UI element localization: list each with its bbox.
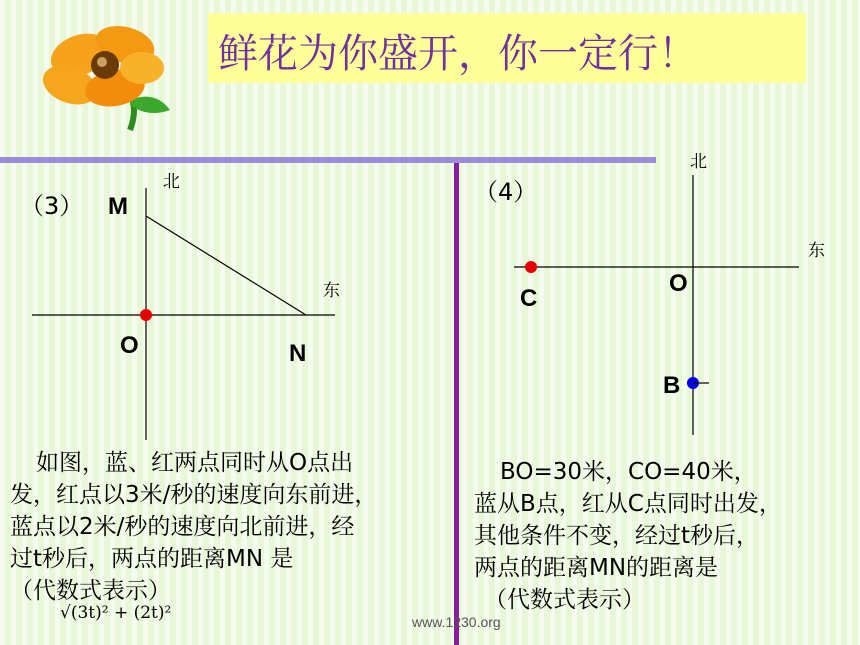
text-line: BO=30米，CO=40米，: [500, 459, 757, 485]
text-line: （代数式表示）: [484, 587, 645, 613]
text-line: 如图，蓝、红两点同时从O点出: [36, 450, 354, 476]
text-line: 蓝点以2米/秒的速度向北前进，经: [10, 514, 355, 540]
east-label: 东: [323, 281, 340, 300]
point-c-label: C: [520, 285, 538, 312]
north-label: 北: [163, 172, 180, 191]
problem-label-3: （3）: [20, 192, 84, 220]
point-o-label: O: [669, 270, 688, 297]
red-point-o: [140, 309, 152, 321]
text-line: 两点的距离MN的距离是: [474, 555, 719, 581]
segment-mn: [146, 216, 306, 315]
text-line: 过t秒后，两点的距离MN 是: [10, 546, 294, 572]
red-point-c: [525, 261, 537, 273]
text-line: （代数式表示）: [10, 578, 171, 604]
problem-text-3: [10, 447, 456, 607]
watermark-text: www.1230.org: [412, 614, 501, 630]
text-line: 蓝从B点，红从C点同时出发，: [474, 491, 782, 517]
formula-overlay: √(3t)² + (2t)²: [60, 603, 172, 623]
flower-icon: [30, 20, 190, 135]
page-title: 鲜花为你盛开，你一定行！: [218, 31, 698, 77]
point-n-label: N: [289, 340, 307, 367]
text-line: 发，红点以3米/秒的速度向东前进，: [10, 482, 378, 508]
problem-label-4: （4）: [474, 178, 538, 206]
north-label: 北: [690, 152, 707, 171]
point-o-label: O: [120, 332, 139, 359]
east-label: 东: [808, 241, 825, 260]
point-b-label: B: [663, 372, 681, 399]
text-line: 其他条件不变，经过t秒后，: [474, 523, 760, 549]
point-m-label: M: [108, 193, 128, 220]
problem-text-4: [474, 456, 858, 616]
